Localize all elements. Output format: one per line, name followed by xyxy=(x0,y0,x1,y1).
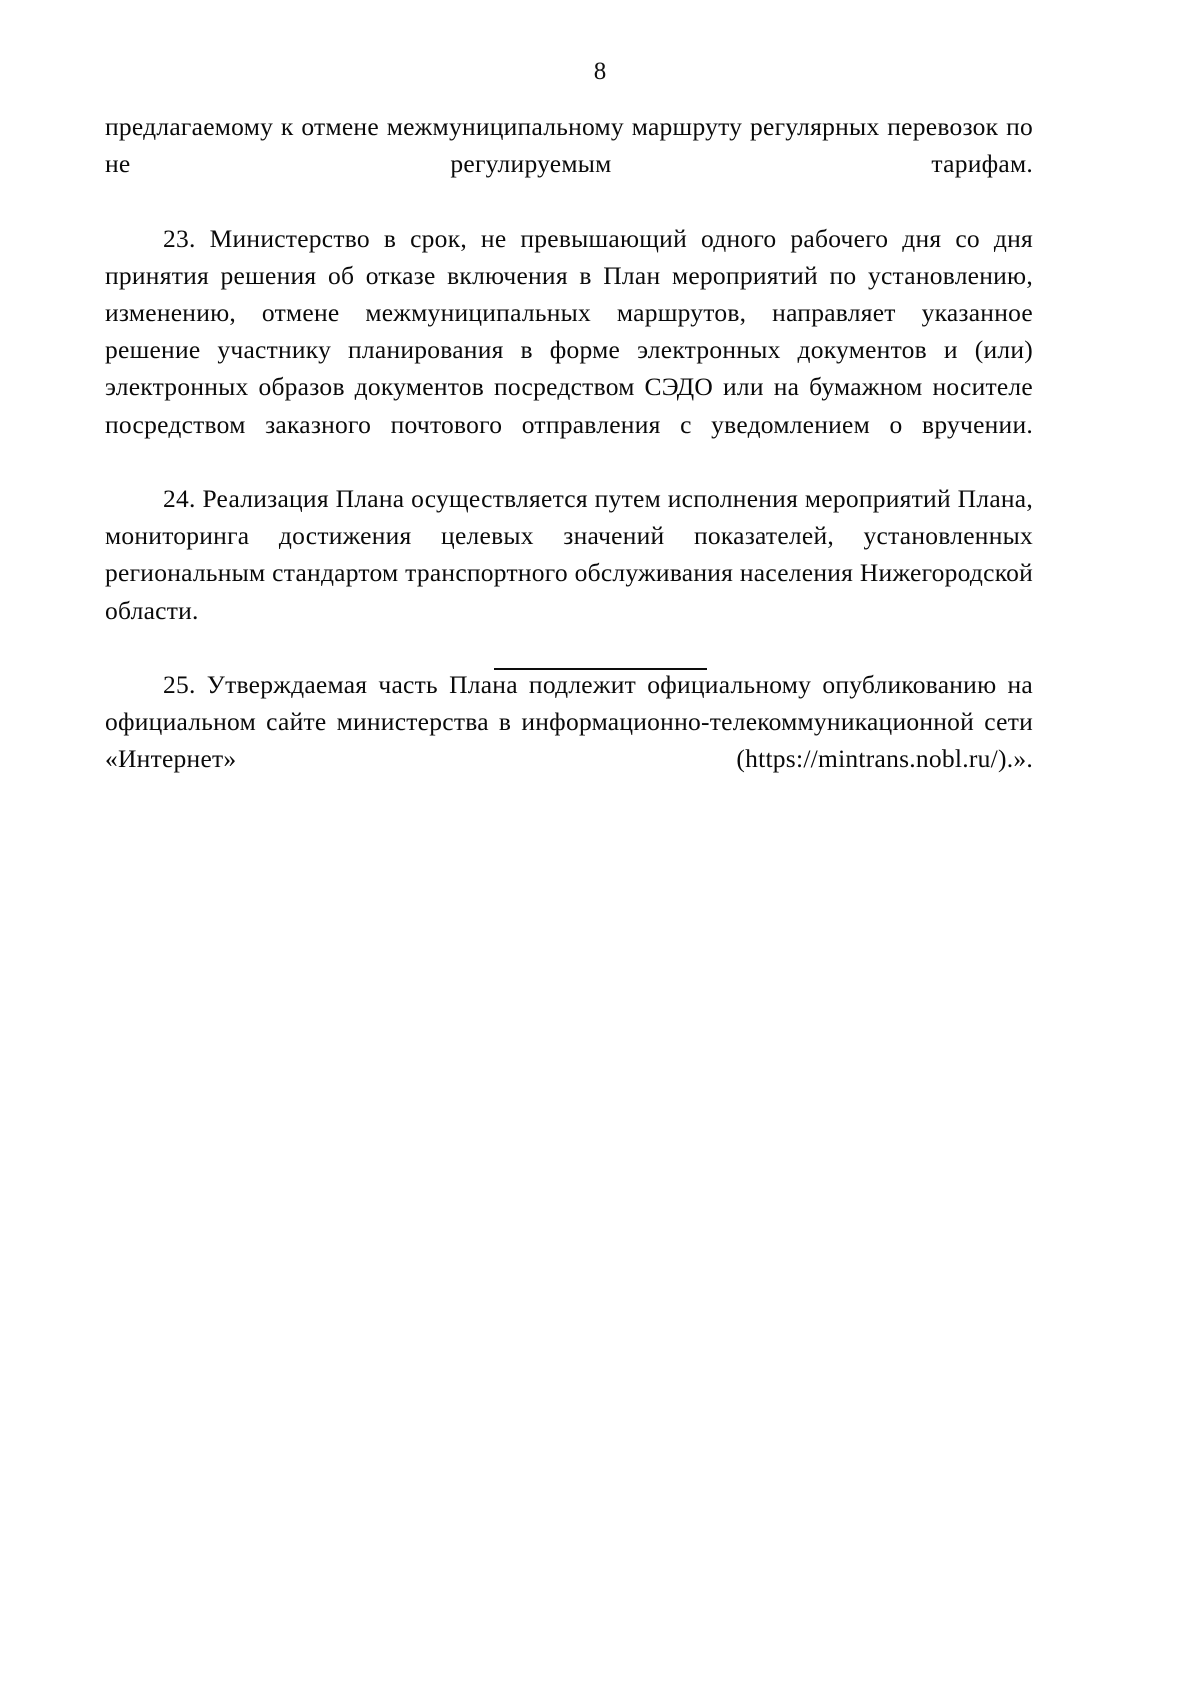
page-number: 8 xyxy=(593,58,607,85)
paragraph-item-23: 23. Министерство в срок, не превышающий одного рабочего дня со дня принятия решения об отказе включения в План мероприятий по установлению, изменению, отмене межмуниципальных маршрутов, направляет указанное решение участнику планирования в форме электронных документов и (или) электронных образов документов посредством СЭДО или на бумажном носителе посредством заказного почтового отправления с уведомлением о вручении. xyxy=(105,223,1033,439)
paragraph-item-24: 24. Реализация Плана осуществляется путем исполнения мероприятий Плана, мониторинга достижения целевых значений показателей, установленных региональным стандартом транспортного обслуживания населения Нижегородской области. xyxy=(105,484,1033,625)
section-divider-line xyxy=(494,668,707,670)
paragraph-item-25: 25. Утверждаемая часть Плана подлежит официальному опубликованию на официальном сайте министерства в информационно-телекоммуникационной сети «Интернет» (https://mintrans.nobl.ru/).». xyxy=(105,670,1033,774)
document-body xyxy=(105,108,1033,815)
paragraph-continuation: предлагаемому к отмене межмуниципальному маршруту регулярных перевозок по не регулируемым тарифам. xyxy=(105,112,1033,179)
section-divider-container xyxy=(0,660,1200,678)
